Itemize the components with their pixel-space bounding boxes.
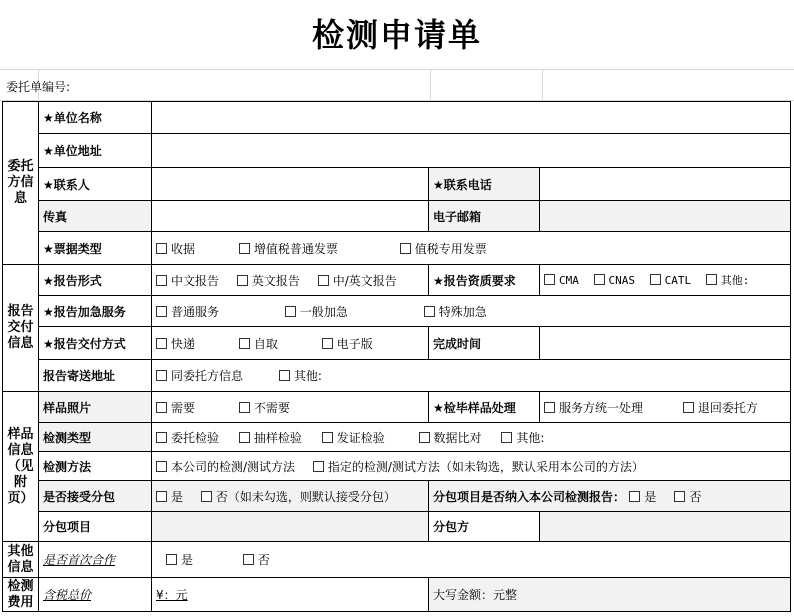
email-field[interactable] xyxy=(540,201,791,232)
delivery-option[interactable]: 快递 xyxy=(156,335,195,352)
checkbox-icon[interactable] xyxy=(156,338,167,349)
checkbox-icon[interactable] xyxy=(279,370,290,381)
report-form-label: ★报告形式 xyxy=(39,265,152,296)
sub-party-label: 分包方 xyxy=(429,512,540,542)
tax-total-label: 含税总价 xyxy=(39,578,152,612)
checkbox-icon[interactable] xyxy=(166,554,177,565)
after-sample-label: ★检毕样品处理 xyxy=(429,392,540,423)
unit-name-field[interactable] xyxy=(152,102,791,134)
invoice-option[interactable]: 值税专用发票 xyxy=(400,240,487,257)
fax-field[interactable] xyxy=(152,201,429,232)
report-addr-option[interactable]: 同委托方信息 xyxy=(156,367,243,384)
checkbox-icon[interactable] xyxy=(706,274,717,285)
checkbox-icon[interactable] xyxy=(400,243,411,254)
client-no-label: 委托单编号: xyxy=(6,80,71,94)
qual-option[interactable]: CATL xyxy=(650,274,692,287)
checkbox-icon[interactable] xyxy=(239,338,250,349)
delivery-option[interactable]: 自取 xyxy=(239,335,278,352)
test-type-option[interactable]: 抽样检验 xyxy=(239,429,302,446)
report-form-options xyxy=(152,265,429,296)
invoice-option[interactable]: 收据 xyxy=(156,240,195,257)
invoice-type-label: ★票据类型 xyxy=(39,232,152,265)
gridline xyxy=(0,69,794,70)
checkbox-icon[interactable] xyxy=(322,338,333,349)
finish-time-field[interactable] xyxy=(540,327,791,360)
report-addr-option[interactable]: 其他: xyxy=(279,367,322,384)
speed-option[interactable]: 特殊加急 xyxy=(424,303,487,320)
qual-option[interactable]: CNAS xyxy=(594,274,636,287)
checkbox-icon[interactable] xyxy=(156,491,167,502)
checkbox-icon[interactable] xyxy=(285,306,296,317)
after-sample-options xyxy=(540,392,791,423)
checkbox-icon[interactable] xyxy=(156,432,167,443)
subcontract-label: 是否接受分包 xyxy=(39,481,152,512)
report-qual-label: ★报告资质要求 xyxy=(429,265,540,296)
subcontract-option[interactable]: 否（如未勾选，则默认接受分包） xyxy=(201,488,396,505)
checkbox-icon[interactable] xyxy=(156,306,167,317)
first-coop-options xyxy=(152,542,791,578)
report-addr-label: 报告寄送地址 xyxy=(39,360,152,392)
checkbox-icon[interactable] xyxy=(419,432,430,443)
report-form-option[interactable]: 中文报告 xyxy=(156,272,219,289)
fax-label: 传真 xyxy=(39,201,152,232)
checkbox-icon[interactable] xyxy=(683,402,694,413)
speed-option[interactable]: 普通服务 xyxy=(156,303,219,320)
contact-field[interactable] xyxy=(152,168,429,201)
request-form xyxy=(2,101,791,612)
first-coop-option[interactable]: 否 xyxy=(243,551,270,568)
invoice-option[interactable]: 增值税普通发票 xyxy=(239,240,338,257)
section-sample: 样品信息（见附页） xyxy=(3,392,39,542)
after-sample-option[interactable]: 服务方统一处理 xyxy=(544,399,643,416)
page-title: 检测申请单 xyxy=(311,16,482,54)
test-type-label: 检测类型 xyxy=(39,423,152,452)
checkbox-icon[interactable] xyxy=(313,461,324,472)
unit-name-label: ★单位名称 xyxy=(39,102,152,134)
price-field[interactable]: ¥：元 xyxy=(152,578,429,612)
checkbox-icon[interactable] xyxy=(201,491,212,502)
photo-options xyxy=(152,392,429,423)
checkbox-icon[interactable] xyxy=(501,432,512,443)
capital-amount[interactable]: 大写金额：元整 xyxy=(429,578,791,612)
after-sample-option[interactable]: 退回委托方 xyxy=(683,399,758,416)
first-coop-option[interactable]: 是 xyxy=(166,551,193,568)
checkbox-icon[interactable] xyxy=(650,274,661,285)
section-client: 委托方信息 xyxy=(3,102,39,265)
unit-addr-label: ★单位地址 xyxy=(39,134,152,168)
checkbox-icon[interactable] xyxy=(156,370,167,381)
section-other: 其他信息 xyxy=(3,542,39,578)
test-method-option[interactable]: 本公司的检测/测试方法 xyxy=(156,458,295,475)
invoice-options xyxy=(152,232,791,265)
checkbox-icon[interactable] xyxy=(237,275,248,286)
sub-in-report-option[interactable]: 否 xyxy=(674,488,701,505)
test-method-label: 检测方法 xyxy=(39,452,152,481)
sub-in-report-cell xyxy=(429,481,791,512)
test-type-option[interactable]: 数据比对 xyxy=(419,429,482,446)
sub-items-field[interactable] xyxy=(152,512,429,542)
speed-option[interactable]: 一般加急 xyxy=(285,303,348,320)
qual-option[interactable]: 其他: xyxy=(706,272,750,288)
report-speed-label: ★报告加急服务 xyxy=(39,296,152,327)
test-type-option[interactable]: 其他: xyxy=(501,429,544,446)
report-delivery-label: ★报告交付方式 xyxy=(39,327,152,360)
unit-addr-field[interactable] xyxy=(152,134,791,168)
report-form-option[interactable]: 中/英文报告 xyxy=(318,272,397,289)
checkbox-icon[interactable] xyxy=(156,275,167,286)
test-method-options xyxy=(152,452,791,481)
checkbox-icon[interactable] xyxy=(156,461,167,472)
checkbox-icon[interactable] xyxy=(544,274,555,285)
report-form-option[interactable]: 英文报告 xyxy=(237,272,300,289)
test-method-option[interactable]: 指定的检测/测试方法（如未钩选，默认采用本公司的方法） xyxy=(313,458,644,475)
contact-label: ★联系人 xyxy=(39,168,152,201)
sub-party-field[interactable] xyxy=(540,512,791,542)
checkbox-icon[interactable] xyxy=(424,306,435,317)
checkbox-icon[interactable] xyxy=(318,275,329,286)
photo-option[interactable]: 不需要 xyxy=(239,399,290,416)
qual-option[interactable]: CMA xyxy=(544,274,579,287)
test-type-option[interactable]: 发证检验 xyxy=(322,429,385,446)
checkbox-icon[interactable] xyxy=(594,274,605,285)
checkbox-icon[interactable] xyxy=(239,432,250,443)
section-fee: 检测费用 xyxy=(3,578,39,612)
gridline xyxy=(542,69,543,101)
finish-time-label: 完成时间 xyxy=(429,327,540,360)
report-addr-options xyxy=(152,360,791,392)
test-type-option[interactable]: 委托检验 xyxy=(156,429,219,446)
photo-option[interactable]: 需要 xyxy=(156,399,195,416)
checkbox-icon[interactable] xyxy=(544,402,555,413)
phone-field[interactable] xyxy=(540,168,791,201)
checkbox-icon[interactable] xyxy=(322,432,333,443)
checkbox-icon[interactable] xyxy=(243,554,254,565)
checkbox-icon[interactable] xyxy=(156,243,167,254)
email-label: 电子邮箱 xyxy=(429,201,540,232)
first-coop-label: 是否首次合作 xyxy=(39,542,152,578)
subcontract-option[interactable]: 是 xyxy=(156,488,183,505)
sub-in-report-label: 分包项目是否纳入本公司检测报告： xyxy=(433,489,626,504)
checkbox-icon[interactable] xyxy=(629,491,640,502)
subcontract-options xyxy=(152,481,429,512)
checkbox-icon[interactable] xyxy=(156,402,167,413)
section-report: 报告交付信息 xyxy=(3,265,39,392)
checkbox-icon[interactable] xyxy=(239,402,250,413)
test-type-options xyxy=(152,423,791,452)
sub-in-report-option[interactable]: 是 xyxy=(629,488,656,505)
sub-items-label: 分包项目 xyxy=(39,512,152,542)
delivery-options xyxy=(152,327,429,360)
sample-photo-label: 样品照片 xyxy=(39,392,152,423)
checkbox-icon[interactable] xyxy=(239,243,250,254)
speed-options xyxy=(152,296,791,327)
report-qual-options xyxy=(540,265,791,296)
delivery-option[interactable]: 电子版 xyxy=(322,335,373,352)
checkbox-icon[interactable] xyxy=(674,491,685,502)
gridline xyxy=(430,69,431,101)
phone-label: ★联系电话 xyxy=(429,168,540,201)
